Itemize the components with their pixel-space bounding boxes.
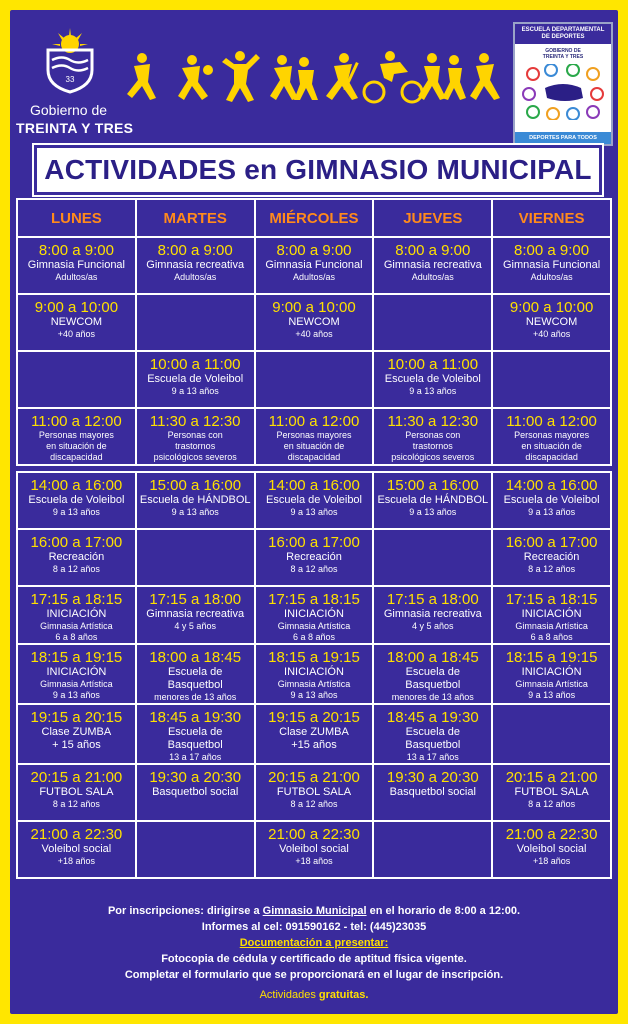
activity-detail: 8 a 12 años xyxy=(290,564,338,574)
activity-name: Escuela de xyxy=(405,666,460,678)
activity-detail: 9 a 13 años xyxy=(52,690,100,700)
activity-time: 9:00 a 10:00 xyxy=(34,299,119,316)
schedule-cell xyxy=(136,821,255,878)
activity-name: Voleibol social xyxy=(41,843,112,855)
footer-docs-heading: Documentación a presentar: xyxy=(239,937,389,949)
day-header: LUNES xyxy=(17,199,136,237)
header xyxy=(10,10,618,140)
day-header: MIÉRCOLES xyxy=(255,199,374,237)
schedule-cell xyxy=(255,294,374,351)
activity-detail: 13 a 17 años xyxy=(169,752,222,762)
schedule-row xyxy=(17,644,611,704)
activity-name: INICIACIÓN xyxy=(284,608,344,620)
activity-detail: 9 a 13 años xyxy=(52,507,100,517)
schedule-cell xyxy=(373,408,492,465)
schedule-cell xyxy=(373,644,492,704)
activity-name: Gimnasia Funcional xyxy=(502,259,601,271)
activity-time: 16:00 a 17:00 xyxy=(505,534,598,551)
activity-detail: +18 años xyxy=(57,856,96,866)
schedule-cell xyxy=(255,529,374,586)
schedule-row xyxy=(17,408,611,465)
schedule-cell xyxy=(17,351,136,408)
activity-time: 18:15 a 19:15 xyxy=(30,649,123,666)
activity-detail: Gimnasia Artística xyxy=(515,621,588,631)
badge-slogan: DEPORTES PARA TODOS xyxy=(515,132,611,144)
activity-detail: Personas con xyxy=(405,430,461,440)
activity-time: 8:00 a 9:00 xyxy=(514,242,590,259)
activity-time: 19:30 a 20:30 xyxy=(386,769,479,786)
activity-detail: 8 a 12 años xyxy=(290,799,338,809)
activity-name: INICIACIÓN xyxy=(46,666,107,678)
footer-line1-a: Por inscripciones: dirigirse a xyxy=(107,905,263,917)
activity-time: 20:15 a 21:00 xyxy=(268,769,360,786)
activity-name: Escuela de Voleibol xyxy=(384,373,481,385)
activity-detail: en situación de xyxy=(283,441,345,451)
schedule-cell xyxy=(373,237,492,294)
activity-name: INICIACIÓN xyxy=(521,608,582,620)
schedule-cell xyxy=(17,586,136,644)
gov-line2: TREINTA Y TRES xyxy=(16,120,134,136)
activity-detail: 6 a 8 años xyxy=(55,632,98,642)
activity-name: FUTBOL SALA xyxy=(39,786,114,798)
schedule-cell xyxy=(492,294,611,351)
activity-detail: trastornos xyxy=(412,441,453,451)
activity-detail: Gimnasia Artística xyxy=(40,621,113,631)
activity-detail: 9 a 13 años xyxy=(528,507,576,517)
activity-detail: 8 a 12 años xyxy=(528,564,576,574)
activity-name: Voleibol social xyxy=(516,843,587,855)
schedule-cell xyxy=(492,472,611,529)
activity-detail: Personas mayores xyxy=(276,430,352,440)
activity-name: Basquetbol xyxy=(167,739,223,751)
schedule-cell xyxy=(255,644,374,704)
days-header-row xyxy=(17,199,611,237)
activity-time: 18:15 a 19:15 xyxy=(505,649,598,666)
schedule-row xyxy=(17,529,611,586)
schedule-cell xyxy=(492,821,611,878)
activity-detail: +40 años xyxy=(532,329,571,339)
gov-line1: Gobierno de xyxy=(30,102,108,118)
activity-name: Gimnasia recreativa xyxy=(146,608,245,620)
activity-time: 14:00 a 16:00 xyxy=(30,477,123,494)
activity-name: Voleibol social xyxy=(279,843,349,855)
activity-time: 14:00 a 16:00 xyxy=(268,477,360,494)
activity-time: 11:00 a 12:00 xyxy=(31,413,122,430)
activity-time: 18:00 a 18:45 xyxy=(149,649,242,666)
schedule-row xyxy=(17,472,611,529)
activity-time: 19:15 a 20:15 xyxy=(268,709,360,726)
gap-cell xyxy=(136,465,255,472)
schedule-cell xyxy=(136,529,255,586)
activity-time: 17:15 a 18:15 xyxy=(268,591,360,608)
activity-detail: discapacidad xyxy=(50,452,103,462)
activity-name: Escuela de Voleibol xyxy=(147,373,244,385)
schedule-cell xyxy=(492,764,611,821)
schedule-cell xyxy=(492,704,611,764)
activity-time: 17:15 a 18:15 xyxy=(505,591,598,608)
activity-name: FUTBOL SALA xyxy=(276,786,352,798)
gap-cell xyxy=(17,465,136,472)
footer-line1 xyxy=(10,903,618,919)
schedule-cell xyxy=(255,408,374,465)
gap-cell xyxy=(255,465,374,472)
activity-name: Clase ZUMBA xyxy=(41,726,112,738)
activity-time: 10:00 a 11:00 xyxy=(387,356,479,373)
activity-name: Basquetbol social xyxy=(389,786,476,798)
badge-title-line1: ESCUELA DEPARTAMENTAL xyxy=(521,27,605,33)
svg-text:33: 33 xyxy=(65,75,75,84)
activity-name: Basquetbol social xyxy=(152,786,239,798)
activity-name: Escuela de xyxy=(405,726,460,738)
activity-detail: Gimnasia Artística xyxy=(277,679,351,689)
schedule-body xyxy=(17,237,611,878)
poster xyxy=(10,10,618,1014)
activity-time: 9:00 a 10:00 xyxy=(509,299,594,316)
schedule-cell xyxy=(136,351,255,408)
schedule-cell xyxy=(255,821,374,878)
activity-name: Basquetbol xyxy=(405,679,461,691)
schedule-cell xyxy=(255,237,374,294)
badge-gov xyxy=(515,48,611,60)
footer-contact: Informes al cel: 091590162 - tel: (445)23035 xyxy=(201,921,427,933)
activity-detail: Personas mayores xyxy=(514,430,590,440)
activity-time: 18:00 a 18:45 xyxy=(386,649,479,666)
footer-free-a: Actividades xyxy=(259,989,319,1001)
schedule-cell xyxy=(492,351,611,408)
schedule-gap xyxy=(17,465,611,472)
activity-time: 21:00 a 22:30 xyxy=(505,826,598,843)
activity-time: 11:00 a 12:00 xyxy=(506,413,597,430)
activity-detail: discapacidad xyxy=(287,452,341,462)
activity-name: + 15 años xyxy=(52,739,101,751)
footer-free-note xyxy=(10,987,618,1003)
schedule-cell xyxy=(17,472,136,529)
activity-detail: Gimnasia Artística xyxy=(277,621,351,631)
activity-detail: 6 a 8 años xyxy=(292,632,336,642)
schedule-cell xyxy=(136,586,255,644)
schedule-cell xyxy=(373,704,492,764)
schedule-cell xyxy=(492,644,611,704)
activity-detail: psicológicos severos xyxy=(153,452,237,462)
activity-time: 8:00 a 9:00 xyxy=(395,242,471,259)
gap-cell xyxy=(492,465,611,472)
activity-detail: menores de 13 años xyxy=(154,692,237,702)
activity-time: 8:00 a 9:00 xyxy=(157,242,233,259)
footer-form-note: Completar el formulario que se proporcionará en el lugar de inscripción. xyxy=(124,969,504,981)
activity-detail: 13 a 17 años xyxy=(406,752,459,762)
activity-name: Gimnasia recreativa xyxy=(383,259,482,271)
activity-name: INICIACIÓN xyxy=(46,608,107,620)
schedule-cell xyxy=(17,529,136,586)
activity-name: Escuela de Voleibol xyxy=(503,494,600,506)
activity-detail: Gimnasia Artística xyxy=(515,679,588,689)
schedule-row xyxy=(17,237,611,294)
gym-name-link: Gimnasio Municipal xyxy=(262,905,367,917)
day-header: VIERNES xyxy=(492,199,611,237)
activity-detail: 9 a 13 años xyxy=(171,507,219,517)
schedule-table xyxy=(16,198,612,879)
activity-detail: psicológicos severos xyxy=(391,452,475,462)
activity-name: Gimnasia Funcional xyxy=(27,259,125,271)
activity-detail: 9 a 13 años xyxy=(290,690,338,700)
activity-time: 19:15 a 20:15 xyxy=(30,709,123,726)
activity-time: 17:15 a 18:00 xyxy=(149,591,242,608)
badge-title xyxy=(515,24,611,44)
activity-detail: 9 a 13 años xyxy=(528,690,576,700)
activity-name: Basquetbol xyxy=(405,739,461,751)
schedule-cell xyxy=(373,472,492,529)
activity-detail: 6 a 8 años xyxy=(530,632,573,642)
activity-name: Recreación xyxy=(48,551,105,563)
schedule-cell xyxy=(17,644,136,704)
footer-docs-item: Fotocopia de cédula y certificado de aptitud física vigente. xyxy=(161,953,467,965)
activity-detail: 8 a 12 años xyxy=(52,564,100,574)
badge-gov-line2: TREINTA Y TRES xyxy=(542,54,584,60)
activity-time: 16:00 a 17:00 xyxy=(30,534,123,551)
badge-gov-line1: GOBIERNO DE xyxy=(545,48,581,54)
athletes-illustration-icon xyxy=(122,48,502,106)
schedule-cell xyxy=(373,351,492,408)
activity-detail: en situación de xyxy=(521,441,582,451)
schedule-cell xyxy=(373,821,492,878)
sports-school-badge xyxy=(513,22,613,146)
schedule-cell xyxy=(492,586,611,644)
schedule-cell xyxy=(492,408,611,465)
activity-time: 18:15 a 19:15 xyxy=(268,649,360,666)
activity-name: Escuela de HÁNDBOL xyxy=(377,494,489,506)
activity-detail: 4 y 5 años xyxy=(412,621,454,631)
activity-time: 18:45 a 19:30 xyxy=(386,709,479,726)
schedule-row xyxy=(17,294,611,351)
activity-name: INICIACIÓN xyxy=(284,666,344,678)
activity-name: Clase ZUMBA xyxy=(279,726,349,738)
activity-name: NEWCOM xyxy=(50,316,103,328)
activity-time: 9:00 a 10:00 xyxy=(272,299,356,316)
schedule-cell xyxy=(17,704,136,764)
activity-name: Basquetbol xyxy=(167,679,223,691)
activity-detail: Adultos/as xyxy=(55,272,98,282)
schedule-row xyxy=(17,764,611,821)
schedule-cell xyxy=(255,704,374,764)
schedule-cell xyxy=(255,351,374,408)
activity-name: Escuela de HÁNDBOL xyxy=(139,494,251,506)
activity-detail: 9 a 13 años xyxy=(409,507,457,517)
activity-time: 8:00 a 9:00 xyxy=(38,242,114,259)
activity-detail: 4 y 5 años xyxy=(174,621,216,631)
schedule-cell xyxy=(136,294,255,351)
activity-detail: discapacidad xyxy=(525,452,578,462)
schedule-row xyxy=(17,586,611,644)
activity-name: +15 años xyxy=(291,739,337,751)
schedule-cell xyxy=(17,237,136,294)
sport-icons-icon xyxy=(521,64,605,120)
activity-detail: Gimnasia Artística xyxy=(40,679,113,689)
activity-name: Escuela de xyxy=(167,666,223,678)
schedule-cell xyxy=(136,644,255,704)
footer-free-b: gratuitas. xyxy=(318,989,369,1001)
activity-detail: +18 años xyxy=(295,856,333,866)
activity-time: 20:15 a 21:00 xyxy=(30,769,123,786)
activity-name: Escuela de xyxy=(167,726,223,738)
activity-time: 14:00 a 16:00 xyxy=(505,477,598,494)
page-title: ACTIVIDADES en GIMNASIO MUNICIPAL xyxy=(44,154,592,185)
schedule-cell xyxy=(373,529,492,586)
crest-logo-icon xyxy=(40,24,100,94)
activity-name: INICIACIÓN xyxy=(521,666,582,678)
activity-time: 21:00 a 22:30 xyxy=(268,826,360,843)
activity-time: 11:00 a 12:00 xyxy=(268,413,360,430)
schedule-cell xyxy=(136,237,255,294)
schedule-cell xyxy=(255,764,374,821)
schedule-cell xyxy=(136,704,255,764)
activity-detail: Personas mayores xyxy=(38,430,114,440)
activity-name: Gimnasia recreativa xyxy=(146,259,245,271)
schedule-cell xyxy=(136,472,255,529)
activity-time: 15:00 a 16:00 xyxy=(149,477,242,494)
activity-detail: Adultos/as xyxy=(411,272,454,282)
footer-line1-c: en el horario de 8:00 a 12:00. xyxy=(366,905,521,917)
gap-cell xyxy=(373,465,492,472)
day-header: JUEVES xyxy=(373,199,492,237)
schedule-row xyxy=(17,704,611,764)
activity-name: Escuela de Voleibol xyxy=(28,494,125,506)
schedule-cell xyxy=(373,764,492,821)
activity-name: Gimnasia Funcional xyxy=(265,259,363,271)
activity-detail: 9 a 13 años xyxy=(409,386,457,396)
schedule-cell xyxy=(255,472,374,529)
activity-detail: menores de 13 años xyxy=(391,692,474,702)
day-header: MARTES xyxy=(136,199,255,237)
activity-name: Recreación xyxy=(286,551,342,563)
activity-detail: 8 a 12 años xyxy=(528,799,576,809)
schedule-row xyxy=(17,351,611,408)
activity-name: NEWCOM xyxy=(525,316,578,328)
activity-detail: 9 a 13 años xyxy=(171,386,219,396)
schedule-cell xyxy=(17,408,136,465)
activity-time: 17:15 a 18:15 xyxy=(30,591,123,608)
activity-detail: 9 a 13 años xyxy=(290,507,338,517)
activity-detail: Personas con xyxy=(167,430,223,440)
activity-name: Recreación xyxy=(523,551,580,563)
activity-time: 11:30 a 12:30 xyxy=(387,413,479,430)
schedule-cell xyxy=(136,764,255,821)
activity-time: 15:00 a 16:00 xyxy=(386,477,479,494)
schedule-cell xyxy=(492,529,611,586)
activity-detail: +40 años xyxy=(295,329,333,339)
activity-time: 11:30 a 12:30 xyxy=(149,413,241,430)
schedule-cell xyxy=(492,237,611,294)
schedule-cell xyxy=(136,408,255,465)
activity-name: FUTBOL SALA xyxy=(514,786,589,798)
activity-detail: +40 años xyxy=(57,329,96,339)
activity-detail: en situación de xyxy=(46,441,107,451)
activity-detail: Adultos/as xyxy=(530,272,573,282)
activity-name: Escuela de Voleibol xyxy=(265,494,362,506)
schedule-cell xyxy=(17,294,136,351)
footer xyxy=(10,903,618,1003)
title-box xyxy=(34,145,602,195)
activity-detail: trastornos xyxy=(175,441,216,451)
activity-detail: 8 a 12 años xyxy=(52,799,100,809)
schedule-cell xyxy=(373,294,492,351)
schedule-cell xyxy=(373,586,492,644)
activity-time: 21:00 a 22:30 xyxy=(30,826,123,843)
activity-time: 18:45 a 19:30 xyxy=(149,709,242,726)
badge-title-line2: DE DEPORTES xyxy=(541,34,585,40)
activity-name: NEWCOM xyxy=(288,316,340,328)
schedule-cell xyxy=(17,764,136,821)
activity-time: 10:00 a 11:00 xyxy=(149,356,241,373)
activity-detail: Adultos/as xyxy=(292,272,335,282)
activity-time: 19:30 a 20:30 xyxy=(149,769,242,786)
activity-time: 17:15 a 18:00 xyxy=(386,591,479,608)
activity-detail: +18 años xyxy=(532,856,571,866)
schedule-cell xyxy=(17,821,136,878)
schedule-cell xyxy=(255,586,374,644)
activity-name: Gimnasia recreativa xyxy=(383,608,482,620)
activity-time: 20:15 a 21:00 xyxy=(505,769,598,786)
activity-detail: Adultos/as xyxy=(174,272,217,282)
activity-time: 16:00 a 17:00 xyxy=(268,534,360,551)
activity-time: 8:00 a 9:00 xyxy=(276,242,352,259)
schedule-row xyxy=(17,821,611,878)
